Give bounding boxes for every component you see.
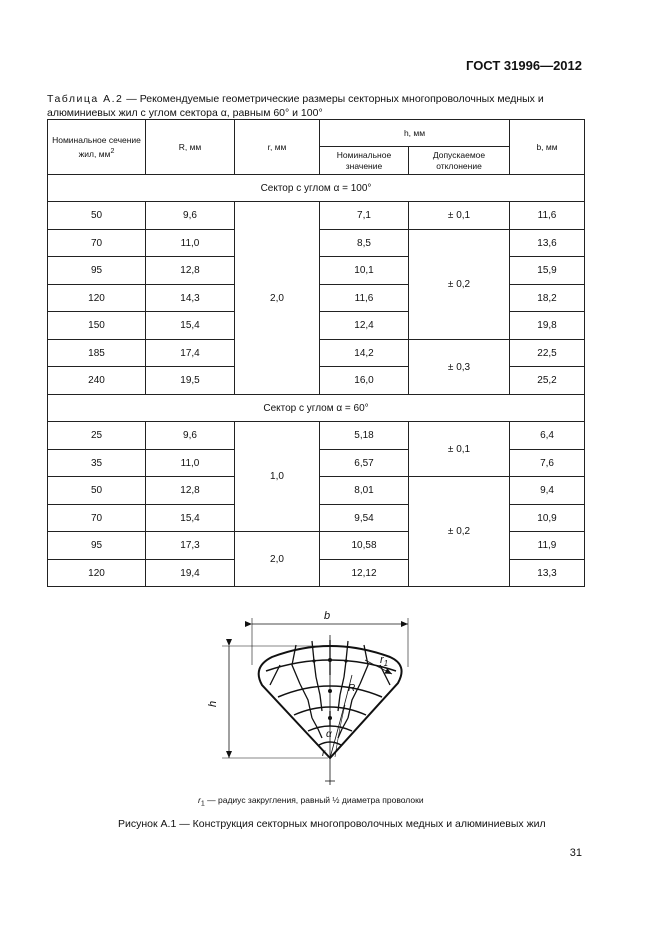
header-section: Номинальное сечение жил, $мм^2$ [48,120,146,175]
label-b: b [324,610,331,622]
page-number: 31 [569,847,582,859]
label-r: r [322,748,326,759]
header-h: h, мм [320,120,510,147]
header-h-nominal: Номинальное значение [320,147,409,175]
table-caption: Таблица А.2 — Рекомендуемые геометрические размеры секторных многопроволочных медных и алюминиевых жил с углом сектора α, равным 60° и 100° [47,93,544,119]
table-row: 50 9,6 2,0 7,1 ± 0,1 11,6 [48,202,585,230]
table-row: 150 15,4 12,4 19,8 [48,312,585,340]
tolerance: ± 0,1 [409,202,510,230]
header-R: R, мм [146,120,235,175]
table-row: 50 12,8 8,01 ± 0,2 9,4 [48,477,585,505]
label-h: h [207,700,219,707]
table-row: 95 17,3 2,0 10,58 11,9 [48,532,585,560]
tolerance: ± 0,2 [409,477,510,587]
table-row: 120 14,3 11,6 18,2 [48,285,585,312]
dimensions-table [47,119,585,587]
sector-conductor-diagram [200,605,440,795]
r-value: 1,0 [235,422,320,532]
sector-100-label: Сектор с углом α = 100° [48,175,585,202]
table-row: 185 17,4 14,2 ± 0,3 22,5 [48,340,585,367]
header-r: r, мм [235,120,320,175]
r-value: 2,0 [235,202,320,395]
table-row: 240 19,5 16,0 25,2 [48,367,585,395]
label-alpha: α [326,729,332,740]
figure-caption: Рисунок А.1 — Конструкция секторных многопроволочных медных и алюминиевых жил [118,818,546,830]
sector-60-label: Сектор с углом α = 60° [48,395,585,422]
table-row: 70 15,4 9,54 10,9 [48,505,585,532]
table-row: 120 19,4 12,12 13,3 [48,560,585,587]
header-h-tolerance: Допускаемое отклонение [409,147,510,175]
svg-text:r1: $r_1$ [380,654,389,668]
table-row: 70 11,0 8,5 ± 0,2 13,6 [48,230,585,257]
tolerance: ± 0,3 [409,340,510,395]
table-row: 95 12,8 10,1 15,9 [48,257,585,285]
header-b: b, мм [510,120,585,175]
tolerance: ± 0,1 [409,422,510,477]
r-value: 2,0 [235,532,320,587]
table-row: 25 9,6 1,0 5,18 ± 0,1 6,4 [48,422,585,450]
table-row: 35 11,0 6,57 7,6 [48,450,585,477]
label-R: R [348,683,356,694]
label-r1: r [380,654,384,666]
document-code: ГОСТ 31996—2012 [466,58,582,73]
tolerance: ± 0,2 [409,230,510,340]
figure-note: $r_1$ — радиус закругления, равный ½ диаметра проволоки [198,795,424,808]
